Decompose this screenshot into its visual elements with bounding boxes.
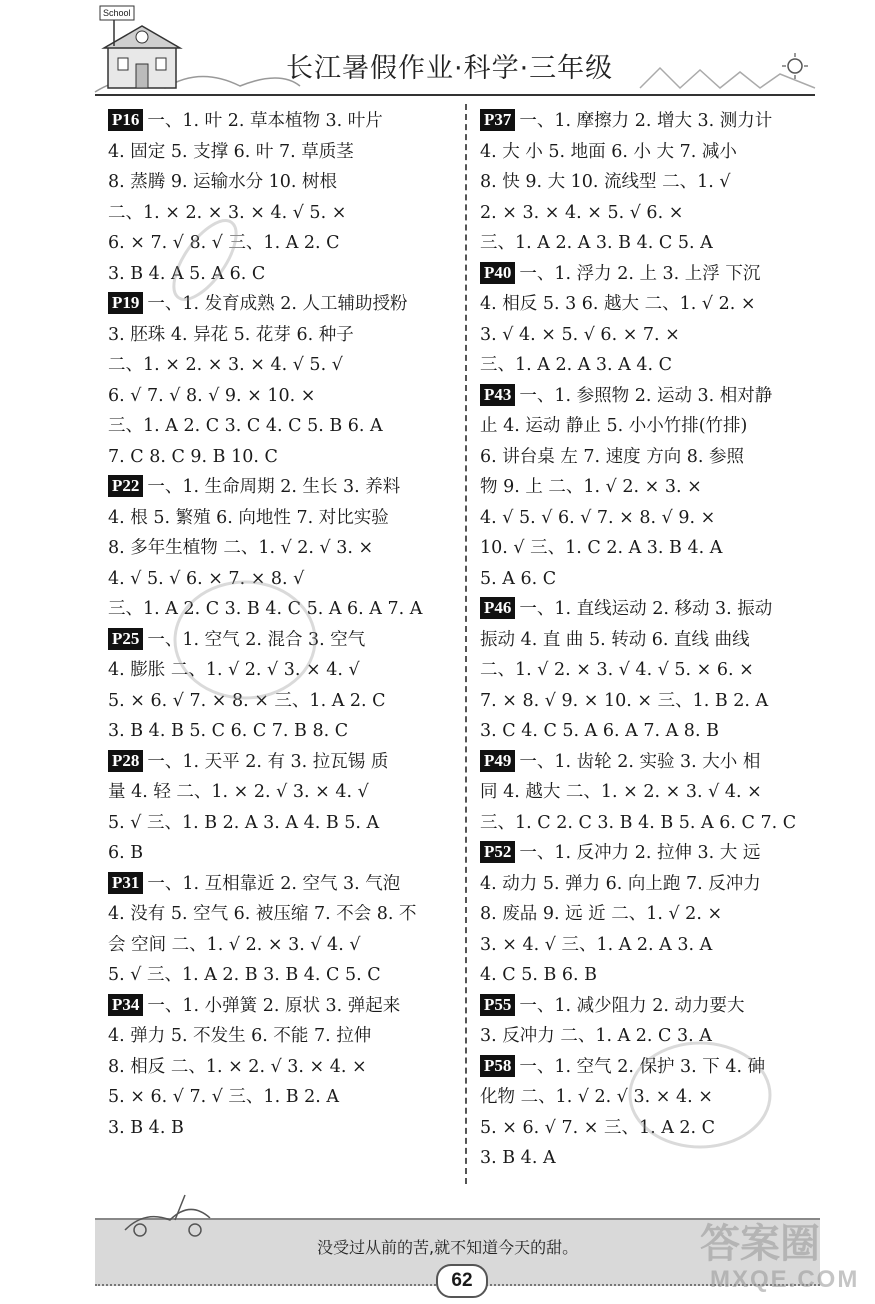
answer-line bbox=[480, 838, 820, 869]
page-tag: P37 bbox=[480, 109, 515, 131]
answer-text: 3. B 4. B 5. C 6. C 7. B 8. C bbox=[108, 721, 349, 741]
answer-text: 会 空间 二、1. √ 2. × 3. √ 4. √ bbox=[108, 934, 361, 955]
answer-line bbox=[108, 899, 453, 930]
answer-text: 三、1. A 2. C 3. C 4. C 5. B 6. A bbox=[108, 416, 383, 436]
answer-text: 4. 根 5. 繁殖 6. 向地性 7. 对比实验 bbox=[108, 507, 389, 528]
answer-line bbox=[108, 869, 453, 900]
answer-line bbox=[108, 808, 453, 839]
answer-text: 一、1. 齿轮 2. 实验 3. 大小 相 bbox=[519, 751, 761, 772]
answer-text: 一、1. 空气 2. 保护 3. 下 4. 砷 bbox=[519, 1056, 766, 1077]
answer-text: 一、1. 参照物 2. 运动 3. 相对静 bbox=[519, 385, 773, 406]
answer-text: 8. 多年生植物 二、1. √ 2. √ 3. × bbox=[108, 538, 374, 558]
answer-text: 5. √ 三、1. A 2. B 3. B 4. C 5. C bbox=[108, 965, 381, 985]
answer-line bbox=[108, 259, 453, 290]
answer-line bbox=[108, 472, 453, 503]
answer-text: 一、1. 摩擦力 2. 增大 3. 测力计 bbox=[519, 111, 773, 131]
page-tag: P52 bbox=[480, 841, 515, 863]
answer-text: 4. 固定 5. 支撑 6. 叶 7. 草质茎 bbox=[108, 141, 354, 162]
answer-line bbox=[108, 1021, 453, 1052]
answer-line bbox=[108, 655, 453, 686]
page-tag: P58 bbox=[480, 1055, 515, 1077]
page-tag: P49 bbox=[480, 750, 515, 772]
answer-line bbox=[480, 686, 820, 717]
answer-line bbox=[480, 533, 820, 564]
answer-line bbox=[108, 411, 453, 442]
answer-line bbox=[108, 1052, 453, 1083]
answer-text: 一、1. 叶 2. 草本植物 3. 叶片 bbox=[147, 111, 383, 131]
page-tag: P34 bbox=[108, 994, 143, 1016]
answer-line bbox=[108, 198, 453, 229]
page-tag: P46 bbox=[480, 597, 515, 619]
answer-text: 3. × 4. √ 三、1. A 2. A 3. A bbox=[480, 934, 713, 955]
answer-text: 一、1. 发育成熟 2. 人工辅助授粉 bbox=[147, 294, 408, 314]
answer-text: 3. B 4. A bbox=[480, 1148, 556, 1168]
answer-line bbox=[480, 167, 820, 198]
answer-text: 5. × 6. √ 7. × 三、1. A 2. C bbox=[480, 1117, 716, 1138]
answer-line bbox=[480, 716, 820, 747]
answer-line bbox=[480, 320, 820, 351]
answer-text: 7. × 8. √ 9. × 10. × 三、1. B 2. A bbox=[480, 690, 769, 711]
answer-line bbox=[108, 991, 453, 1022]
answer-text: 一、1. 小弹簧 2. 原状 3. 弹起来 bbox=[147, 995, 401, 1016]
answer-line bbox=[108, 503, 453, 534]
answer-line bbox=[480, 991, 820, 1022]
answer-text: 10. √ 三、1. C 2. A 3. B 4. A bbox=[480, 538, 723, 558]
answer-line bbox=[480, 381, 820, 412]
answer-line bbox=[108, 289, 453, 320]
answer-text: 振动 4. 直 曲 5. 转动 6. 直线 曲线 bbox=[480, 629, 750, 650]
answer-line bbox=[480, 960, 820, 991]
watermark-brand: 答案圈 bbox=[700, 1222, 820, 1266]
answer-line bbox=[480, 1113, 820, 1144]
answer-line bbox=[480, 137, 820, 168]
answer-text: 一、1. 天平 2. 有 3. 拉瓦锡 质 bbox=[147, 751, 389, 772]
answer-line bbox=[108, 1113, 453, 1144]
answer-text: 一、1. 生命周期 2. 生长 3. 养料 bbox=[147, 477, 401, 497]
footer-motto: 没受过从前的苦,就不知道今天的甜。 bbox=[317, 1238, 579, 1257]
answer-text: 三、1. C 2. C 3. B 4. B 5. A 6. C 7. C bbox=[480, 812, 797, 833]
answer-text: 5. × 6. √ 7. √ 三、1. B 2. A bbox=[108, 1087, 340, 1107]
page-header bbox=[0, 0, 875, 100]
answer-line bbox=[108, 350, 453, 381]
answer-line bbox=[108, 747, 453, 778]
answer-text: 5. × 6. √ 7. × 8. × 三、1. A 2. C bbox=[108, 690, 386, 711]
page-tag: P16 bbox=[108, 109, 143, 131]
answer-text: 一、1. 互相靠近 2. 空气 3. 气泡 bbox=[147, 873, 401, 894]
answer-text: 4. 动力 5. 弹力 6. 向上跑 7. 反冲力 bbox=[480, 873, 761, 894]
answer-line bbox=[480, 564, 820, 595]
answer-line bbox=[480, 503, 820, 534]
answer-line bbox=[108, 533, 453, 564]
answer-line bbox=[108, 167, 453, 198]
answer-line bbox=[108, 564, 453, 595]
answer-text: 3. B 4. B bbox=[108, 1117, 184, 1138]
answer-text: 5. A 6. C bbox=[480, 568, 557, 589]
answer-column-right bbox=[480, 106, 820, 1174]
page-tag: P25 bbox=[108, 628, 143, 650]
answer-text: 一、1. 减少阻力 2. 动力要大 bbox=[519, 995, 745, 1016]
answer-line bbox=[480, 442, 820, 473]
answer-text: 3. 反冲力 二、1. A 2. C 3. A bbox=[480, 1026, 712, 1046]
answer-line bbox=[480, 198, 820, 229]
answer-line bbox=[108, 106, 453, 137]
answer-text: 一、1. 直线运动 2. 移动 3. 振动 bbox=[519, 599, 773, 619]
answer-text: 二、1. × 2. × 3. × 4. √ 5. √ bbox=[108, 355, 343, 375]
answer-text: 二、1. √ 2. × 3. √ 4. √ 5. × 6. × bbox=[480, 660, 754, 680]
answer-text: 3. B 4. A 5. A 6. C bbox=[108, 263, 266, 284]
answer-text: 4. 没有 5. 空气 6. 被压缩 7. 不会 8. 不 bbox=[108, 904, 417, 924]
answer-line bbox=[480, 869, 820, 900]
answer-line bbox=[108, 228, 453, 259]
answer-line bbox=[108, 838, 453, 869]
answer-line bbox=[480, 747, 820, 778]
answer-line bbox=[480, 777, 820, 808]
answer-text: 4. 膨胀 二、1. √ 2. √ 3. × 4. √ bbox=[108, 660, 360, 680]
answer-line bbox=[108, 777, 453, 808]
answer-line bbox=[480, 1143, 820, 1174]
page-tag: P55 bbox=[480, 994, 515, 1016]
answer-line bbox=[108, 442, 453, 473]
page-tag: P40 bbox=[480, 262, 515, 284]
answer-text: 止 4. 运动 静止 5. 小小竹排(竹排) bbox=[480, 416, 748, 436]
answer-line bbox=[108, 686, 453, 717]
page-footer bbox=[95, 1210, 860, 1298]
watermark-url: MXQE.COM bbox=[710, 1266, 860, 1293]
answer-text: 6. B bbox=[108, 843, 144, 863]
answer-text: 三、1. A 2. A 3. B 4. C 5. A bbox=[480, 233, 713, 253]
answer-line bbox=[108, 625, 453, 656]
book-title: 长江暑假作业·科学·三年级 bbox=[286, 53, 614, 84]
answer-line bbox=[480, 411, 820, 442]
answer-text: 4. √ 5. √ 6. √ 7. × 8. √ 9. × bbox=[480, 507, 716, 528]
answer-text: 3. C 4. C 5. A 6. A 7. A 8. B bbox=[480, 721, 719, 741]
answer-line bbox=[480, 350, 820, 381]
answer-text: 3. 胚珠 4. 异花 5. 花芽 6. 种子 bbox=[108, 324, 354, 345]
page-tag: P22 bbox=[108, 475, 143, 497]
page-tag: P19 bbox=[108, 292, 143, 314]
answer-text: 8. 蒸腾 9. 运输水分 10. 树根 bbox=[108, 172, 338, 192]
answer-text: 6. √ 7. √ 8. √ 9. × 10. × bbox=[108, 385, 316, 406]
page-tag: P31 bbox=[108, 872, 143, 894]
answer-line bbox=[480, 289, 820, 320]
answer-line bbox=[480, 1021, 820, 1052]
answer-text: 4. C 5. B 6. B bbox=[480, 965, 598, 985]
answer-line bbox=[480, 594, 820, 625]
answer-line bbox=[480, 808, 820, 839]
answer-line bbox=[480, 930, 820, 961]
answer-column-left bbox=[108, 106, 453, 1143]
answer-text: 3. √ 4. × 5. √ 6. × 7. × bbox=[480, 324, 680, 345]
answer-text: 4. 弹力 5. 不发生 6. 不能 7. 拉伸 bbox=[108, 1026, 372, 1046]
answer-line bbox=[480, 625, 820, 656]
answer-text: 二、1. × 2. × 3. × 4. √ 5. × bbox=[108, 202, 347, 223]
answer-line bbox=[480, 655, 820, 686]
page-number: 62 bbox=[436, 1264, 488, 1298]
answer-line bbox=[480, 259, 820, 290]
page-tag: P28 bbox=[108, 750, 143, 772]
answer-text: 量 4. 轻 二、1. × 2. √ 3. × 4. √ bbox=[108, 782, 369, 802]
answer-line bbox=[108, 960, 453, 991]
answer-text: 4. 相反 5. 3 6. 越大 二、1. √ 2. × bbox=[480, 294, 756, 314]
answer-text: 5. √ 三、1. B 2. A 3. A 4. B 5. A bbox=[108, 812, 380, 833]
answer-text: 6. 讲台桌 左 7. 速度 方向 8. 参照 bbox=[480, 446, 745, 467]
answer-text: 一、1. 空气 2. 混合 3. 空气 bbox=[147, 629, 366, 650]
answer-text: 4. 大 小 5. 地面 6. 小 大 7. 减小 bbox=[480, 141, 737, 162]
answer-text: 4. √ 5. √ 6. × 7. × 8. √ bbox=[108, 568, 305, 589]
answer-line bbox=[108, 930, 453, 961]
answer-line bbox=[480, 472, 820, 503]
answer-line bbox=[108, 137, 453, 168]
answer-text: 2. × 3. × 4. × 5. √ 6. × bbox=[480, 202, 684, 223]
answer-line bbox=[108, 381, 453, 412]
answer-text: 一、1. 反冲力 2. 拉伸 3. 大 远 bbox=[519, 843, 761, 863]
answer-line bbox=[108, 1082, 453, 1113]
answer-line bbox=[480, 1082, 820, 1113]
answer-line bbox=[480, 106, 820, 137]
column-divider bbox=[465, 104, 467, 1184]
answer-text: 三、1. A 2. A 3. A 4. C bbox=[480, 355, 673, 375]
answer-text: 6. × 7. √ 8. √ 三、1. A 2. C bbox=[108, 233, 340, 253]
answer-text: 化物 二、1. √ 2. √ 3. × 4. × bbox=[480, 1087, 713, 1107]
answer-text: 8. 快 9. 大 10. 流线型 二、1. √ bbox=[480, 172, 731, 192]
answer-text: 7. C 8. C 9. B 10. C bbox=[108, 446, 278, 467]
answer-line bbox=[108, 594, 453, 625]
answer-text: 一、1. 浮力 2. 上 3. 上浮 下沉 bbox=[519, 263, 761, 284]
answer-line bbox=[480, 1052, 820, 1083]
sign-text: School bbox=[103, 8, 131, 18]
header-rule bbox=[95, 94, 815, 96]
answer-text: 同 4. 越大 二、1. × 2. × 3. √ 4. × bbox=[480, 782, 762, 802]
answer-line bbox=[108, 320, 453, 351]
page-tag: P43 bbox=[480, 384, 515, 406]
answer-text: 三、1. A 2. C 3. B 4. C 5. A 6. A 7. A bbox=[108, 599, 423, 619]
answer-text: 8. 废品 9. 远 近 二、1. √ 2. × bbox=[480, 904, 723, 924]
scooter-illustration bbox=[115, 1190, 225, 1240]
answer-text: 物 9. 上 二、1. √ 2. × 3. × bbox=[480, 477, 702, 497]
answer-line bbox=[480, 228, 820, 259]
answer-line bbox=[108, 716, 453, 747]
answer-text: 8. 相反 二、1. × 2. √ 3. × 4. × bbox=[108, 1056, 367, 1077]
answer-line bbox=[480, 899, 820, 930]
